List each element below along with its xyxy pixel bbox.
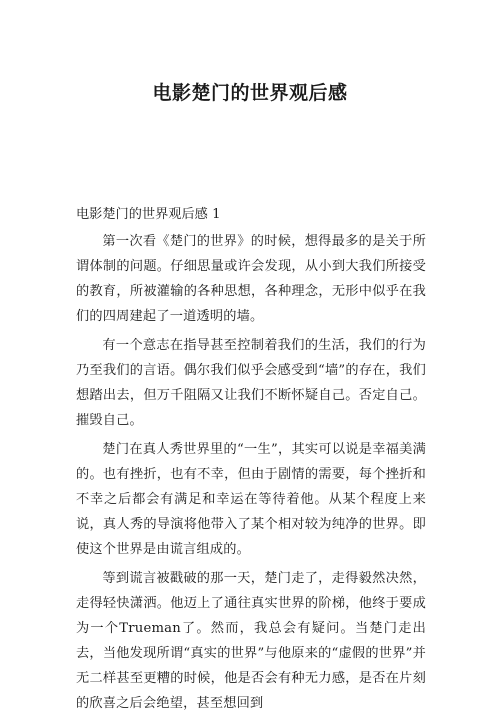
paragraph-4: 等到谎言被戳破的那一天，楚门走了，走得毅然决然，走得轻快潇洒。他迈上了通往真实世界的阶梯，他终于要成为一个Trueman了。然而，我总会有疑问。当楚门走出去，当他发现所谓“真实的世界”与他原来的“虚假的世界”并无二样甚至更糟的时候，他是否会有种无力感，是否在片刻的欣喜之后会绝望，甚至想回到 xyxy=(76,571,426,711)
document-body xyxy=(76,200,426,720)
document-title: 电影楚门的世界观后感 xyxy=(152,82,348,104)
paragraph-2: 有一个意志在指导甚至控制着我们的生活，我们的行为乃至我们的言语。偶尔我们似乎会感受到“墙”的存在，我们想踏出去，但万千阻隔又让我们不断怀疑自己。否定自己。摧毁自己。 xyxy=(76,338,426,428)
paragraph-3: 楚门在真人秀世界里的“一生”，其实可以说是幸福美满的。也有挫折，也有不幸，但由于剧情的需要，每个挫折和不幸之后都会有满足和幸运在等待着他。从某个程度上来说，真人秀的导演将他带入了某个相对较为纯净的世界。即使这个世界是由谎言组成的。 xyxy=(76,442,426,557)
paragraph-1: 第一次看《楚门的世界》的时候，想得最多的是关于所谓体制的问题。仔细思量或许会发现，从小到大我们所接受的教育，所被灌输的各种思想，各种理念，无形中似乎在我们的四周建起了一道透明的墙。 xyxy=(76,234,426,324)
section-heading: 电影楚门的世界观后感 1 xyxy=(76,207,221,222)
